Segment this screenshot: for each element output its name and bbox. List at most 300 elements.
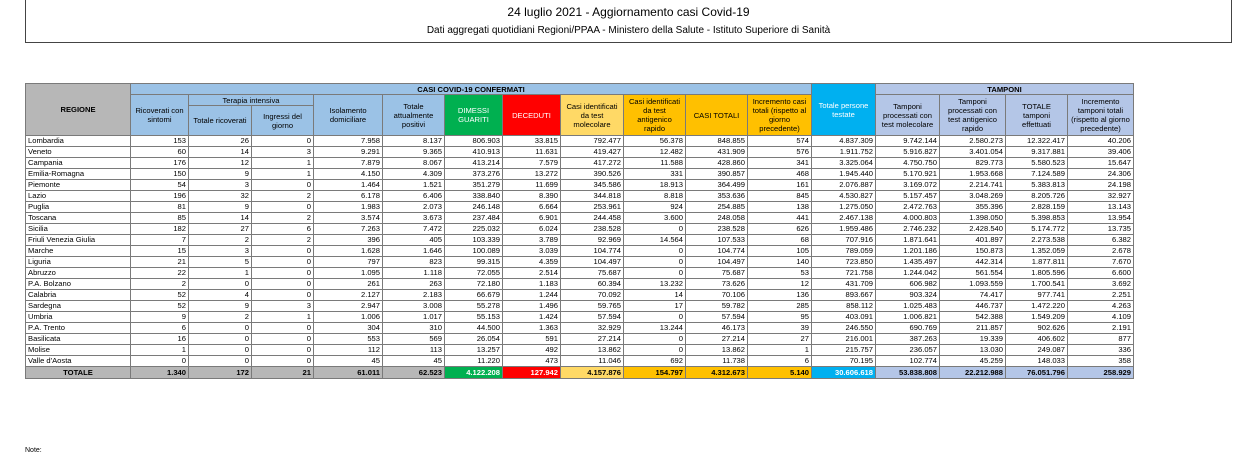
table-cell: 176	[131, 158, 189, 169]
table-cell: 46.173	[686, 323, 748, 334]
table-cell: 27	[189, 224, 252, 235]
table-cell: 73.626	[686, 279, 748, 290]
table-row	[26, 169, 1134, 180]
table-row	[26, 312, 1134, 323]
table-cell: 690.769	[876, 323, 940, 334]
table-cell: 902.626	[1006, 323, 1068, 334]
table-cell: 216.001	[812, 334, 876, 345]
table-cell: 60.394	[561, 279, 624, 290]
group-casi: CASI COVID-19 CONFERMATI	[131, 84, 812, 95]
table-cell: 148.033	[1006, 356, 1068, 367]
table-cell: 1.464	[314, 180, 383, 191]
table-cell: 4.837.309	[812, 136, 876, 147]
table-cell: 351.279	[445, 180, 503, 191]
table-cell: 14.564	[624, 235, 686, 246]
table-cell: 8.067	[383, 158, 445, 169]
table-cell: 7.879	[314, 158, 383, 169]
report-subtitle: Dati aggregati quotidiani Regioni/PPAA - Ministero della Salute - Istituto Superiore di Sanità	[426, 25, 831, 36]
table-cell: 0	[189, 334, 252, 345]
table-cell: 104.774	[686, 246, 748, 257]
table-cell: 103.339	[445, 235, 503, 246]
table-cell: 576	[748, 147, 812, 158]
table-cell: 33.815	[503, 136, 561, 147]
table-cell: 225.032	[445, 224, 503, 235]
totals-cell: 172	[189, 367, 252, 379]
table-cell: 4.000.803	[876, 213, 940, 224]
table-cell: 0	[624, 246, 686, 257]
table-cell: 32.927	[1068, 191, 1134, 202]
table-cell: 0	[252, 345, 314, 356]
table-cell: 6	[748, 356, 812, 367]
table-cell: 1.352.059	[1006, 246, 1068, 257]
report-title: 24 luglio 2021 - Aggiornamento casi Covid-19	[507, 5, 750, 19]
col-ti-totale: Totale ricoverati	[189, 106, 252, 136]
table-cell: 4.750.750	[876, 158, 940, 169]
table-cell: 331	[624, 169, 686, 180]
table-cell: 249.087	[1006, 345, 1068, 356]
table-cell: 104.774	[561, 246, 624, 257]
table-cell: 829.773	[940, 158, 1006, 169]
table-cell: 11.220	[445, 356, 503, 367]
table-cell: 1.006	[314, 312, 383, 323]
table-cell: 4.309	[383, 169, 445, 180]
totals-cell: 53.838.808	[876, 367, 940, 379]
table-cell: 285	[748, 301, 812, 312]
table-cell: 105	[748, 246, 812, 257]
table-cell: 68	[748, 235, 812, 246]
table-cell: 21	[131, 257, 189, 268]
table-row	[26, 257, 1134, 268]
table-cell: 6.382	[1068, 235, 1134, 246]
table-cell: 19.339	[940, 334, 1006, 345]
region-name: Valle d'Aosta	[26, 356, 131, 367]
region-name: Umbria	[26, 312, 131, 323]
table-cell: 4.263	[1068, 301, 1134, 312]
table-cell: 924	[624, 202, 686, 213]
col-tamponi-antigenici: Tamponi processati con test antigenico rapido	[940, 95, 1006, 136]
table-cell: 431.909	[686, 147, 748, 158]
table-cell: 182	[131, 224, 189, 235]
table-cell: 107.533	[686, 235, 748, 246]
table-cell: 2	[189, 235, 252, 246]
table-cell: 390.526	[561, 169, 624, 180]
table-cell: 3.169.072	[876, 180, 940, 191]
table-cell: 8.137	[383, 136, 445, 147]
table-cell: 1.183	[503, 279, 561, 290]
table-cell: 161	[748, 180, 812, 191]
totals-cell: 61.011	[314, 367, 383, 379]
table-cell: 13.735	[1068, 224, 1134, 235]
col-guariti: DIMESSI GUARITI	[445, 95, 503, 136]
table-cell: 66.679	[445, 290, 503, 301]
table-cell: 253.961	[561, 202, 624, 213]
region-name: Piemonte	[26, 180, 131, 191]
table-cell: 44.500	[445, 323, 503, 334]
table-cell: 403.091	[812, 312, 876, 323]
table-cell: 468	[748, 169, 812, 180]
table-cell: 72.180	[445, 279, 503, 290]
table-cell: 244.458	[561, 213, 624, 224]
table-cell: 7.670	[1068, 257, 1134, 268]
table-cell: 6.901	[503, 213, 561, 224]
totals-cell: 30.606.618	[812, 367, 876, 379]
table-cell: 0	[252, 268, 314, 279]
table-cell: 24.198	[1068, 180, 1134, 191]
table-cell: 8.818	[624, 191, 686, 202]
table-row	[26, 334, 1134, 345]
table-cell: 591	[503, 334, 561, 345]
table-cell: 1.911.752	[812, 147, 876, 158]
table-cell: 410.913	[445, 147, 503, 158]
report-header	[25, 0, 1232, 43]
table-cell: 6.664	[503, 202, 561, 213]
table-cell: 0	[624, 268, 686, 279]
table-cell: 3	[252, 301, 314, 312]
table-row	[26, 345, 1134, 356]
table-cell: 16	[131, 334, 189, 345]
table-cell: 845	[748, 191, 812, 202]
table-cell: 0	[252, 334, 314, 345]
region-name: Puglia	[26, 202, 131, 213]
table-cell: 553	[314, 334, 383, 345]
region-name: P.A. Trento	[26, 323, 131, 334]
table-cell: 261	[314, 279, 383, 290]
table-cell: 441	[748, 213, 812, 224]
table-cell: 150.873	[940, 246, 1006, 257]
table-cell: 238.528	[686, 224, 748, 235]
table-cell: 3.692	[1068, 279, 1134, 290]
table-cell: 1.118	[383, 268, 445, 279]
table-cell: 304	[314, 323, 383, 334]
table-cell: 12.322.417	[1006, 136, 1068, 147]
region-name: Lombardia	[26, 136, 131, 147]
table-cell: 55.278	[445, 301, 503, 312]
table-cell: 3.401.054	[940, 147, 1006, 158]
table-cell: 574	[748, 136, 812, 147]
table-cell: 0	[252, 323, 314, 334]
table-cell: 5.383.813	[1006, 180, 1068, 191]
table-cell: 1.275.050	[812, 202, 876, 213]
table-row	[26, 356, 1134, 367]
table-cell: 70.092	[561, 290, 624, 301]
table-cell: 113	[383, 345, 445, 356]
table-cell: 1.959.486	[812, 224, 876, 235]
table-cell: 2.183	[383, 290, 445, 301]
region-name: Toscana	[26, 213, 131, 224]
table-cell: 789.059	[812, 246, 876, 257]
region-name: P.A. Bolzano	[26, 279, 131, 290]
table-cell: 14	[624, 290, 686, 301]
table-cell: 0	[252, 279, 314, 290]
table-cell: 136	[748, 290, 812, 301]
table-cell: 0	[624, 257, 686, 268]
table-row	[26, 279, 1134, 290]
col-incremento: Incremento casi totali (rispetto al giorno precedente)	[748, 95, 812, 136]
table-cell: 40.206	[1068, 136, 1134, 147]
table-cell: 1	[131, 345, 189, 356]
table-row	[26, 147, 1134, 158]
col-tamponi-molecolari: Tamponi processati con test molecolare	[876, 95, 940, 136]
table-cell: 3.600	[624, 213, 686, 224]
totals-cell: 4.122.208	[445, 367, 503, 379]
table-cell: 0	[252, 136, 314, 147]
table-cell: 0	[624, 334, 686, 345]
table-cell: 7.263	[314, 224, 383, 235]
table-cell: 848.855	[686, 136, 748, 147]
table-cell: 18.913	[624, 180, 686, 191]
table-cell: 0	[252, 180, 314, 191]
totals-cell: 21	[252, 367, 314, 379]
totals-label: TOTALE	[26, 367, 131, 379]
table-cell: 1.424	[503, 312, 561, 323]
table-cell: 53	[748, 268, 812, 279]
table-cell: 238.528	[561, 224, 624, 235]
table-cell: 95	[748, 312, 812, 323]
table-cell: 11.631	[503, 147, 561, 158]
table-cell: 792.477	[561, 136, 624, 147]
table-cell: 39.406	[1068, 147, 1134, 158]
table-cell: 3.574	[314, 213, 383, 224]
table-cell: 112	[314, 345, 383, 356]
table-cell: 5.170.921	[876, 169, 940, 180]
table-cell: 797	[314, 257, 383, 268]
region-name: Liguria	[26, 257, 131, 268]
table-cell: 138	[748, 202, 812, 213]
table-cell: 1.398.050	[940, 213, 1006, 224]
table-cell: 27.214	[686, 334, 748, 345]
table-cell: 2	[189, 312, 252, 323]
table-cell: 2.678	[1068, 246, 1134, 257]
group-terapia: Terapia intensiva	[189, 95, 314, 106]
table-cell: 248.058	[686, 213, 748, 224]
table-cell: 7.579	[503, 158, 561, 169]
table-cell: 100.089	[445, 246, 503, 257]
totals-cell: 22.212.988	[940, 367, 1006, 379]
table-cell: 338.840	[445, 191, 503, 202]
table-row	[26, 323, 1134, 334]
table-cell: 3.008	[383, 301, 445, 312]
table-cell: 6.600	[1068, 268, 1134, 279]
table-cell: 22	[131, 268, 189, 279]
table-cell: 358	[1068, 356, 1134, 367]
table-cell: 2.273.538	[1006, 235, 1068, 246]
table-cell: 54	[131, 180, 189, 191]
table-cell: 1.017	[383, 312, 445, 323]
table-cell: 5.157.457	[876, 191, 940, 202]
table-cell: 59.782	[686, 301, 748, 312]
table-cell: 413.214	[445, 158, 503, 169]
region-name: Lazio	[26, 191, 131, 202]
table-cell: 0	[189, 279, 252, 290]
table-cell: 99.315	[445, 257, 503, 268]
table-cell: 721.758	[812, 268, 876, 279]
table-cell: 81	[131, 202, 189, 213]
col-ricoverati: Ricoverati con sintomi	[131, 95, 189, 136]
region-name: Molise	[26, 345, 131, 356]
table-cell: 7.124.589	[1006, 169, 1068, 180]
table-cell: 8.205.726	[1006, 191, 1068, 202]
totals-cell: 154.797	[624, 367, 686, 379]
table-cell: 0	[252, 356, 314, 367]
table-cell: 364.499	[686, 180, 748, 191]
table-cell: 2.467.138	[812, 213, 876, 224]
col-antigenico: Casi identificati da test antigenico rapido	[624, 95, 686, 136]
table-cell: 1.945.440	[812, 169, 876, 180]
table-cell: 692	[624, 356, 686, 367]
table-cell: 419.427	[561, 147, 624, 158]
table-cell: 0	[624, 224, 686, 235]
table-cell: 0	[252, 246, 314, 257]
table-cell: 3.048.269	[940, 191, 1006, 202]
region-name: Calabria	[26, 290, 131, 301]
table-cell: 4.359	[503, 257, 561, 268]
table-cell: 45	[314, 356, 383, 367]
table-cell: 236.057	[876, 345, 940, 356]
table-cell: 6	[131, 323, 189, 334]
table-cell: 390.857	[686, 169, 748, 180]
table-cell: 2.472.763	[876, 202, 940, 213]
table-cell: 1.201.186	[876, 246, 940, 257]
table-cell: 13.272	[503, 169, 561, 180]
region-name: Campania	[26, 158, 131, 169]
table-cell: 14	[189, 213, 252, 224]
table-cell: 5.916.827	[876, 147, 940, 158]
table-cell: 11.699	[503, 180, 561, 191]
table-cell: 3.673	[383, 213, 445, 224]
table-cell: 55.153	[445, 312, 503, 323]
table-cell: 2.580.273	[940, 136, 1006, 147]
table-cell: 3.789	[503, 235, 561, 246]
table-cell: 32.929	[561, 323, 624, 334]
table-cell: 254.885	[686, 202, 748, 213]
table-cell: 1	[748, 345, 812, 356]
table-cell: 70.195	[812, 356, 876, 367]
table-cell: 6.024	[503, 224, 561, 235]
table-cell: 806.903	[445, 136, 503, 147]
table-cell: 12	[748, 279, 812, 290]
table-cell: 9	[189, 202, 252, 213]
table-cell: 1.953.668	[940, 169, 1006, 180]
table-cell: 1.871.641	[876, 235, 940, 246]
table-cell: 0	[131, 356, 189, 367]
table-cell: 246.148	[445, 202, 503, 213]
region-name: Emilia-Romagna	[26, 169, 131, 180]
table-cell: 2	[252, 213, 314, 224]
table-cell: 1.521	[383, 180, 445, 191]
table-cell: 11.738	[686, 356, 748, 367]
table-cell: 707.916	[812, 235, 876, 246]
table-cell: 211.857	[940, 323, 1006, 334]
table-cell: 405	[383, 235, 445, 246]
table-cell: 12	[189, 158, 252, 169]
table-row	[26, 235, 1134, 246]
table-cell: 45.259	[940, 356, 1006, 367]
table-row	[26, 191, 1134, 202]
table-cell: 442.314	[940, 257, 1006, 268]
table-cell: 1.646	[383, 246, 445, 257]
table-cell: 396	[314, 235, 383, 246]
table-cell: 1.628	[314, 246, 383, 257]
table-cell: 75.687	[561, 268, 624, 279]
table-row	[26, 158, 1134, 169]
table-cell: 150	[131, 169, 189, 180]
table-cell: 2.514	[503, 268, 561, 279]
table-cell: 75.687	[686, 268, 748, 279]
table-cell: 344.818	[561, 191, 624, 202]
table-cell: 57.594	[686, 312, 748, 323]
table-cell: 246.550	[812, 323, 876, 334]
table-cell: 26.054	[445, 334, 503, 345]
table-cell: 9	[189, 301, 252, 312]
table-cell: 417.272	[561, 158, 624, 169]
table-cell: 26	[189, 136, 252, 147]
table-cell: 977.741	[1006, 290, 1068, 301]
table-cell: 406.602	[1006, 334, 1068, 345]
table-cell: 2.947	[314, 301, 383, 312]
table-cell: 5.580.523	[1006, 158, 1068, 169]
table-cell: 1	[252, 312, 314, 323]
table-cell: 1.983	[314, 202, 383, 213]
table-cell: 401.897	[940, 235, 1006, 246]
table-cell: 569	[383, 334, 445, 345]
table-cell: 102.774	[876, 356, 940, 367]
table-cell: 626	[748, 224, 812, 235]
table-cell: 11.046	[561, 356, 624, 367]
table-cell: 1	[252, 158, 314, 169]
table-cell: 5.174.772	[1006, 224, 1068, 235]
table-cell: 0	[624, 345, 686, 356]
table-cell: 1.549.209	[1006, 312, 1068, 323]
table-cell: 56.378	[624, 136, 686, 147]
table-cell: 387.263	[876, 334, 940, 345]
table-cell: 373.276	[445, 169, 503, 180]
table-cell: 473	[503, 356, 561, 367]
table-cell: 1.472.220	[1006, 301, 1068, 312]
table-cell: 17	[624, 301, 686, 312]
table-cell: 27	[748, 334, 812, 345]
table-cell: 2.073	[383, 202, 445, 213]
table-cell: 13.257	[445, 345, 503, 356]
col-testate: Totale persone testate	[812, 84, 876, 136]
table-cell: 74.417	[940, 290, 1006, 301]
table-cell: 0	[189, 345, 252, 356]
table-cell: 1.805.596	[1006, 268, 1068, 279]
table-cell: 9.365	[383, 147, 445, 158]
table-cell: 1.244.042	[876, 268, 940, 279]
table-cell: 0	[189, 356, 252, 367]
table-cell: 606.982	[876, 279, 940, 290]
table-cell: 1.095	[314, 268, 383, 279]
table-row	[26, 213, 1134, 224]
table-cell: 60	[131, 147, 189, 158]
table-cell: 2.127	[314, 290, 383, 301]
table-cell: 140	[748, 257, 812, 268]
table-cell: 0	[252, 290, 314, 301]
region-name: Sardegna	[26, 301, 131, 312]
table-cell: 12.482	[624, 147, 686, 158]
region-name: Friuli Venezia Giulia	[26, 235, 131, 246]
table-cell: 59.765	[561, 301, 624, 312]
table-cell: 0	[189, 323, 252, 334]
table-cell: 14	[189, 147, 252, 158]
table-cell: 903.324	[876, 290, 940, 301]
region-name: Veneto	[26, 147, 131, 158]
covid-table	[25, 83, 1134, 379]
col-tamponi-totali: TOTALE tamponi effettuati	[1006, 95, 1068, 136]
note-label: Note:	[25, 447, 42, 454]
table-cell: 2	[252, 191, 314, 202]
table-cell: 492	[503, 345, 561, 356]
